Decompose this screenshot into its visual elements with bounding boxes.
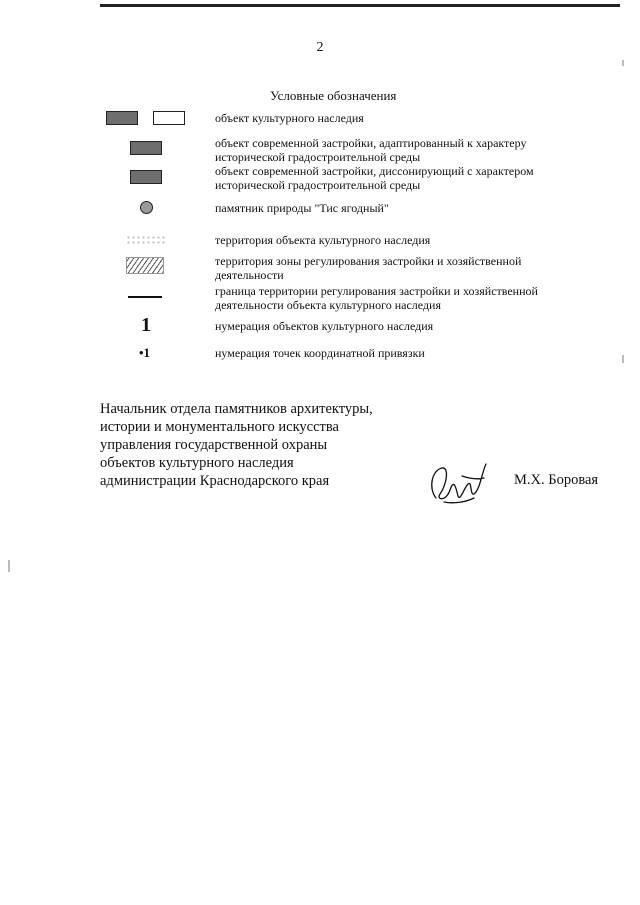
legend-item-regulation-zone <box>96 254 596 284</box>
legend-item-modern-dissonant <box>96 164 596 194</box>
grey-circle-icon <box>140 201 153 214</box>
legend-desc: объект культурного наследия <box>215 111 364 125</box>
legend-desc: территория объекта культурного наследия <box>215 233 431 247</box>
solid-line-icon <box>128 296 162 298</box>
numbering-symbol: 1 <box>141 314 151 336</box>
legend-desc: памятник природы "Тис ягодный" <box>215 201 389 215</box>
legend-item-coordinate-points <box>96 345 596 361</box>
outline-rectangle-icon <box>153 111 185 125</box>
legend-item-heritage-territory <box>96 232 596 248</box>
dark-rectangle-icon <box>106 111 138 125</box>
top-border-line <box>100 4 620 7</box>
page-number: 2 <box>316 40 324 55</box>
scan-artifact <box>8 560 10 572</box>
legend-item-boundary <box>96 284 596 314</box>
handwritten-signature <box>424 458 494 508</box>
coordinate-point-symbol: •1 <box>139 345 151 360</box>
dark-rectangle-icon <box>130 170 162 184</box>
legend-desc: территория зоны регулирования застройки и хозяйственной деятельности <box>215 254 522 282</box>
hatched-area-icon <box>126 257 164 274</box>
legend-desc: нумерация точек координатной привязки <box>215 346 425 360</box>
legend-title: Условные обозначения <box>270 88 397 103</box>
legend-item-modern-adapted <box>96 136 596 166</box>
legend-item-natural-monument <box>96 200 596 216</box>
scan-artifact <box>622 60 624 66</box>
dotted-area-icon <box>126 235 166 245</box>
signer-name: М.Х. Боровая <box>514 472 599 488</box>
dark-rectangle-icon <box>130 141 162 155</box>
legend-desc: объект современной застройки, адаптированный к характеру исторической градостроительной среды <box>215 136 527 164</box>
scan-artifact <box>622 355 624 363</box>
legend-desc: объект современной застройки, диссонирующий с характером исторической градостроительной среды <box>215 164 534 192</box>
signatory-position: Начальник отдела памятников архитектуры, истории и монументального искусства управления государственной охраны объектов культурного наследия администрации Краснодарского края <box>100 401 373 489</box>
legend-item-heritage-numbering <box>96 316 596 338</box>
legend-item-heritage-object <box>96 110 596 126</box>
legend-desc: граница территории регулирования застройки и хозяйственной деятельности объекта культурного наследия <box>215 284 538 312</box>
legend-desc: нумерация объектов культурного наследия <box>215 319 434 333</box>
